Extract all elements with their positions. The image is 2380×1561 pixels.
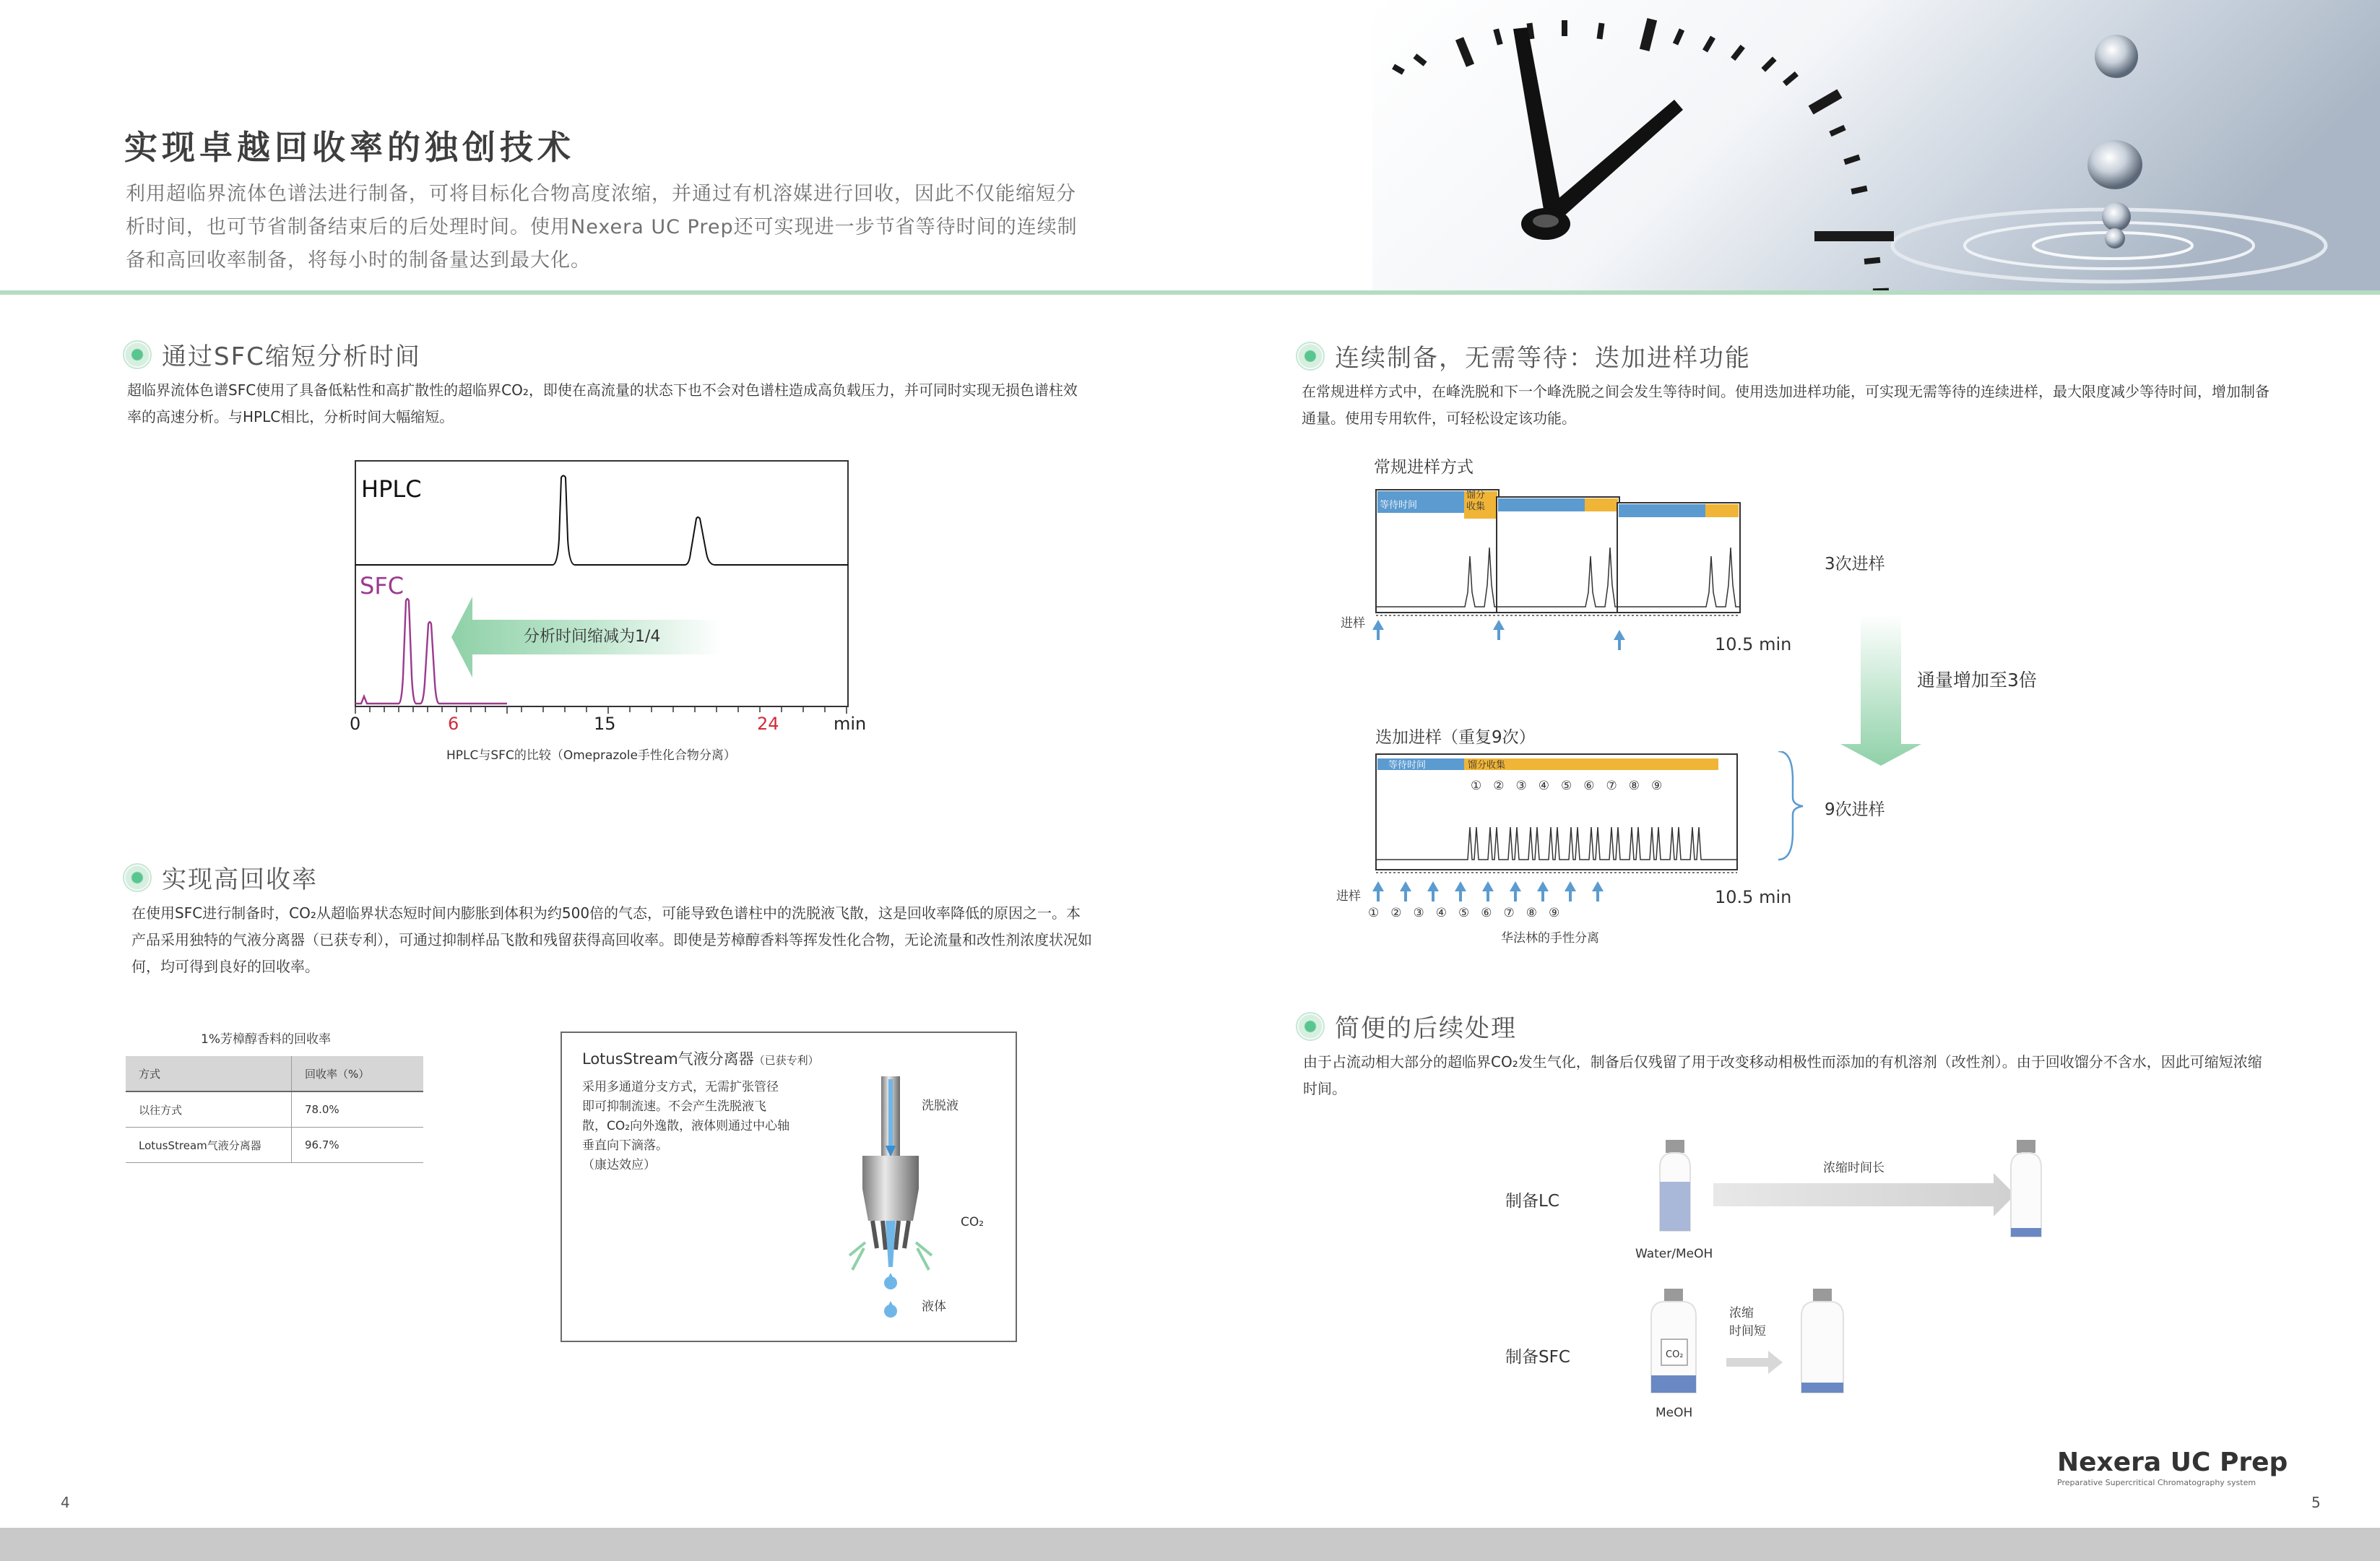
post-section-body: 由于占流动相大部分的超临界CO₂发生气化，制备后仅残留了用于改变移动相极性而添加的有机溶剂（改性剂）。由于回收馏分不含水，因此可缩短浓缩时间。 <box>1303 1053 2262 1097</box>
prep-sfc-label: 制备SFC <box>1505 1348 1570 1367</box>
sfc-arrow-text: 浓缩 时间短 <box>1729 1306 1766 1339</box>
tick-label-0: 0 <box>350 714 361 734</box>
intro-paragraph: 利用超临界流体色谱法进行制备，可将目标化合物高度浓缩，并通过有机溶媒进行回收，因此不仅能缩短分析时间，也可节省制备结束后的后处理时间。使用Nexera UC Prep还可实现进一步节省等待时间的连续制备和高回收率制备，将每小时的制备量达到最大化。 <box>126 183 1078 272</box>
label-liquid: 液体 <box>922 1300 946 1314</box>
inject-arrows <box>1372 881 1604 901</box>
green-circle-icon <box>123 340 152 369</box>
header-method: 方式 <box>126 1056 292 1091</box>
hplc-trace <box>355 476 848 566</box>
recovery-table <box>126 1056 423 1163</box>
chart-frame <box>355 461 848 706</box>
stacked-section-title: 连续制备，无需等待：迭加进样功能 <box>1296 338 1751 373</box>
brand-tagline: Preparative Supercritical Chromatography system <box>2057 1478 2256 1487</box>
header-divider <box>0 290 2380 295</box>
green-circle-icon <box>123 863 152 892</box>
hplc-label: HPLC <box>361 475 422 503</box>
footer-bar <box>0 1528 2380 1561</box>
lotusstream-description: 采用多通道分支方式，无需扩张管径 即可抑制流速。不会产生洗脱液飞 散，CO₂向外逸散，液体则通过中心轴 垂直向下滴落。 （康达效应） <box>582 1080 790 1172</box>
page-title: 实现卓越回收率的独创技术 <box>124 128 575 167</box>
wait-label: 等待时间 <box>1388 760 1427 771</box>
prep-lc-label: 制备LC <box>1505 1192 1559 1211</box>
tick-label-min: min <box>834 714 867 734</box>
tick-label-24: 24 <box>757 714 779 734</box>
normal-injection-title: 常规进样方式 <box>1374 458 1474 477</box>
sfc-concentration-graphic <box>1645 1287 1862 1394</box>
x-axis-ticks <box>355 706 847 714</box>
peak-numbers: ① ② ③ ④ ⑤ ⑥ ⑦ ⑧ ⑨ <box>1471 779 1663 793</box>
warfarin-caption: 华法林的手性分离 <box>1501 931 1599 946</box>
header-recovery: 回收率（%） <box>292 1056 424 1091</box>
page-number-left: 4 <box>61 1494 70 1511</box>
tick-label-6: 6 <box>448 714 459 734</box>
post-section-title: 简便的后续处理 <box>1296 1008 1517 1044</box>
normal-count: 3次进样 <box>1825 555 1885 574</box>
sfc-co2-label: CO₂ <box>1666 1349 1684 1360</box>
table-row: 以往方式 78.0% <box>126 1091 423 1128</box>
inject-arrows <box>1372 620 1625 650</box>
normal-time: 10.5 min <box>1715 634 1792 654</box>
wait-label: 等待时间 <box>1380 500 1418 511</box>
stacked-count: 9次进样 <box>1825 800 1885 819</box>
inject-label: 进样 <box>1336 889 1361 904</box>
lc-arrow-text: 浓缩时间长 <box>1823 1161 1884 1175</box>
tick-label-15: 15 <box>594 714 616 734</box>
stacked-injection-title: 迭加进样（重复9次） <box>1375 728 1536 747</box>
lc-concentration-graphic <box>1654 1138 2073 1240</box>
label-eluent: 洗脱液 <box>922 1099 959 1113</box>
stacked-section-body: 在常规进样方式中，在峰洗脱和下一个峰洗脱之间会发生等待时间。使用迭加进样功能，可实现无需等待的连续进样，最大限度减少等待时间，增加制备通量。使用专用软件，可轻松设定该功能。 <box>1302 383 2269 427</box>
page-number-right: 5 <box>2311 1494 2321 1511</box>
lc-solvent: Water/MeOH <box>1635 1247 1713 1261</box>
green-circle-icon <box>1296 342 1325 371</box>
sfc-section-title: 通过SFC缩短分析时间 <box>123 337 421 372</box>
collect-label: 馏分收集 <box>1468 760 1506 771</box>
lotusstream-box <box>561 1032 1017 1342</box>
gas-liquid-separator-icon <box>844 1076 938 1322</box>
recovery-table-caption: 1%芳樟醇香料的回收率 <box>201 1032 331 1047</box>
label-co2: CO₂ <box>961 1215 985 1229</box>
arrow-text: 分析时间缩减为1/4 <box>524 628 661 646</box>
chart-caption: HPLC与SFC的比较（Omeprazole手性化合物分离） <box>446 748 736 763</box>
stacked-injection-diagram <box>1336 751 1986 954</box>
hplc-sfc-comparison-chart <box>350 459 867 763</box>
inject-numbers: ① ② ③ ④ ⑤ ⑥ ⑦ ⑧ ⑨ <box>1368 906 1560 920</box>
sfc-solvent: MeOH <box>1656 1406 1693 1420</box>
throughput-arrow <box>1838 614 1924 766</box>
sfc-label: SFC <box>360 572 404 600</box>
lotusstream-title: LotusStream气液分离器（已获专利） <box>582 1050 819 1068</box>
inject-label: 进样 <box>1341 616 1365 631</box>
table-row: LotusStream气液分离器 96.7% <box>126 1128 423 1163</box>
recovery-section-body: 在使用SFC进行制备时，CO₂从超临界状态短时间内膨胀到体积为约500倍的气态，可能导致色谱柱中的洗脱液飞散，这是回收率降低的原因之一。本产品采用独特的气液分离器（已获专利），可通过抑制样品飞散和残留获得高回收率。即使是芳樟醇香料等挥发性化合物，无论流量和改性剂浓度状况如何，均可得到良好的回收率。 <box>131 904 1092 975</box>
recovery-section-title: 实现高回收率 <box>123 860 318 895</box>
throughput-text: 通量增加至3倍 <box>1917 670 2037 691</box>
sfc-section-body: 超临界流体色谱SFC使用了具备低粘性和高扩散性的超临界CO₂，即使在高流量的状态下也不会对色谱柱造成高负载压力，并可同时实现无损色谱柱效率的高速分析。与HPLC相比，分析时间大幅缩短。 <box>127 381 1078 425</box>
green-circle-icon <box>1296 1012 1325 1041</box>
stacked-time: 10.5 min <box>1715 887 1792 907</box>
table-header-row <box>126 1056 423 1091</box>
brand-logo: Nexera UC Prep <box>2057 1448 2288 1477</box>
collect-label: 馏分 收集 <box>1466 490 1486 512</box>
clock-water-illustration <box>1372 0 2380 290</box>
